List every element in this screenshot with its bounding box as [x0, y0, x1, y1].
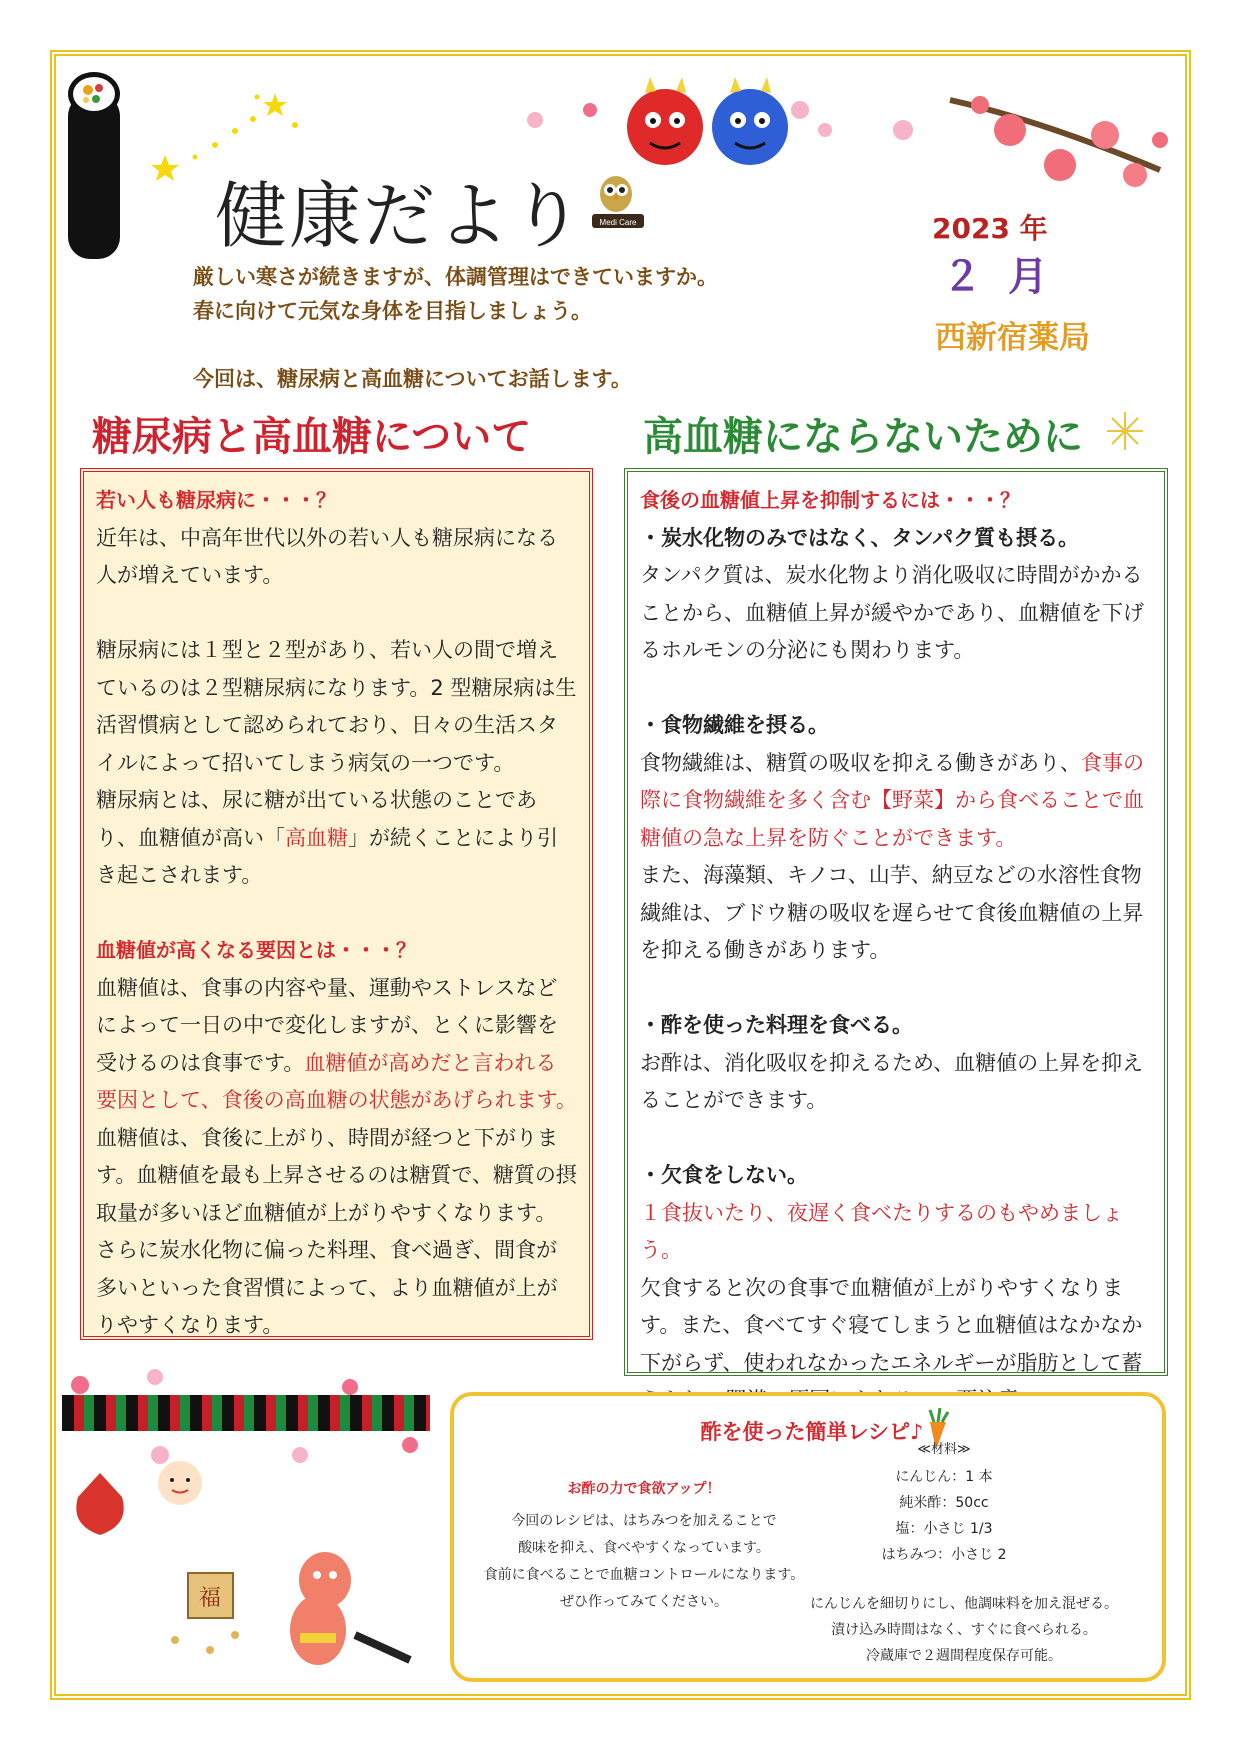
tip-fiber-text-2: また、海藻類、キノコ、山芋、納豆などの水溶性食物繊維は、ブドウ糖の吸収を遅らせて食後血糖値の上昇を抑える働きがあります。: [640, 863, 1144, 962]
recipe-steps: [764, 1591, 1164, 1669]
right-section-heading: 高血糖にならないために: [643, 414, 1083, 460]
recipe-subtitle: お酢の力で食欲アップ！: [567, 1481, 721, 1497]
left-content-box: [80, 468, 593, 1340]
tip-fiber-highlight: 食事の際に食物繊維を多く含む【野菜】から食べることで血糖値の急な上昇を防ぐことができます。: [640, 750, 1144, 850]
left-subheading-1: 若い人も糖尿病に・・・？: [96, 488, 336, 512]
left-paragraph-5: 血糖値は、食後に上がり、時間が経つと下がります。血糖値を最も上昇させるのは糖質で、糖質の摂取量が多いほど血糖値が上がりやすくなります。さらに炭水化物に偏った料理、食べ過ぎ、間食が多いといった食習慣によって、より血糖値が上がりやすくなります。: [96, 1125, 577, 1337]
intro-line-3: 今回は、糖尿病と高血糖についてお話します。: [193, 367, 632, 391]
plum-blossom-decoration: [520, 80, 1180, 210]
tip-protein-text: タンパク質は、炭水化物より消化吸収に時間がかかることから、血糖値上昇が緩やかであり、血糖値を下げるホルモンの分泌にも関わります。: [640, 563, 1144, 662]
tip-no-skip-highlight: １食抜いたり、夜遅く食べたりするのもやめましょう。: [640, 1200, 1123, 1262]
intro-line-2: 春に向けて元気な身体を目指しましょう。: [193, 299, 592, 323]
left-paragraph-1: 近年は、中高年世代以外の若い人も糖尿病になる人が増えています。: [96, 525, 558, 587]
ingredient-item: にんじん：1 本: [895, 1469, 993, 1485]
tip-fiber-text: 食物繊維は、糖質の吸収を抑える働きがあり、食事の際に食物繊維を多く含む【野菜】から食べることで血糖値の急な上昇を防ぐことができます。: [640, 750, 1144, 850]
pharmacy-name: 西新宿薬局: [935, 320, 1090, 356]
recipe-desc-line-4: ぜひ作ってみてください。: [560, 1594, 728, 1610]
left-subheading-2: 血糖値が高くなる要因とは・・・？: [96, 938, 416, 962]
ingredients-list: [844, 1464, 1044, 1568]
recipe-box: [450, 1392, 1166, 1682]
page-title: 健康だより: [215, 174, 586, 258]
tip-vinegar-text: お酢は、消化吸収を抑えるため、血糖値の上昇を抑えることができます。: [640, 1050, 1144, 1112]
issue-month: ２ 月: [942, 254, 1054, 300]
tip-fiber-heading: ・食物繊維を摂る。: [640, 713, 829, 737]
recipe-step: 冷蔵庫で２週間程度保存可能。: [866, 1648, 1062, 1664]
right-subheading: 食後の血糖値上昇を抑制するには・・・？: [640, 488, 1020, 512]
recipe-desc-line-2: 酸味を抑え、食べやすくなっています。: [518, 1540, 770, 1556]
right-content-box: [624, 468, 1168, 1376]
ingredients-heading: ≪材料≫: [917, 1442, 971, 1457]
left-highlight-cause: 血糖値が高めだと言われる要因として、食後の高血糖の状態があげられます。: [96, 1050, 577, 1112]
left-paragraph-3: 糖尿病とは、尿に糖が出ている状態のことであり、血糖値が高い「高血糖」が続くことにより引き起こされます。: [96, 788, 558, 887]
ingredient-item: 塩：小さじ 1/3: [895, 1521, 993, 1537]
issue-year: 2023 年: [932, 212, 1048, 245]
intro-line-1: 厳しい寒さが続きますが、体調管理はできていますか。: [193, 265, 718, 289]
left-paragraph-2: 糖尿病には１型と２型があり、若い人の間で増えているのは２型糖尿病になります。2 型糖尿病は生活習慣病として認められており、日々の生活スタイルによって招いてしまう病気の一つです。: [96, 638, 577, 775]
owl-badge-text: Medi Care: [599, 218, 637, 227]
highlight-hyperglycemia: 高血糖: [285, 825, 348, 850]
recipe-step: にんじんを細切りにし、他調味料を加え混ぜる。: [810, 1596, 1118, 1612]
recipe-desc-line-3: 食前に食べることで血糖コントロールになります。: [483, 1567, 805, 1583]
tip-protein-heading: ・炭水化物のみではなく、タンパク質も摂る。: [640, 525, 1080, 550]
tip-no-skip-text: 欠食すると次の食事で血糖値が上がりやすくなります。また、食べてすぐ寝てしまうと血糖値はなかなか下がらず、使われなかったエネルギーが脂肪として蓄: [640, 1275, 1143, 1375]
fuku-text: 福: [198, 1586, 222, 1611]
ingredient-item: 純米酢：50cc: [899, 1495, 989, 1511]
tip-vinegar-heading: ・酢を使った料理を食べる。: [640, 1013, 913, 1037]
left-section-heading: 糖尿病と高血糖について: [92, 414, 532, 460]
left-paragraph-4: 血糖値は、食事の内容や量、運動やストレスなどによって一日の中で変化しますが、とくに影響を受けるのは食事です。血糖値が高めだと言われる要因として、食後の高血糖の状態があげられます。: [96, 975, 577, 1112]
setsubun-illustration: [60, 1365, 440, 1695]
ingredient-item: はちみつ：小さじ 2: [881, 1547, 1007, 1563]
tip-no-skip-heading: ・欠食をしない。: [640, 1163, 808, 1187]
recipe-step: 漬け込み時間はなく、すぐに食べられる。: [831, 1622, 1097, 1638]
recipe-desc-line-1: 今回のレシピは、はちみつを加えることで: [511, 1513, 777, 1529]
recipe-title: 酢を使った簡単レシピ♪: [700, 1420, 924, 1444]
ehomaki-icon: [64, 64, 124, 264]
intro-text: [193, 260, 718, 396]
sparkle-icon: [1105, 410, 1145, 455]
